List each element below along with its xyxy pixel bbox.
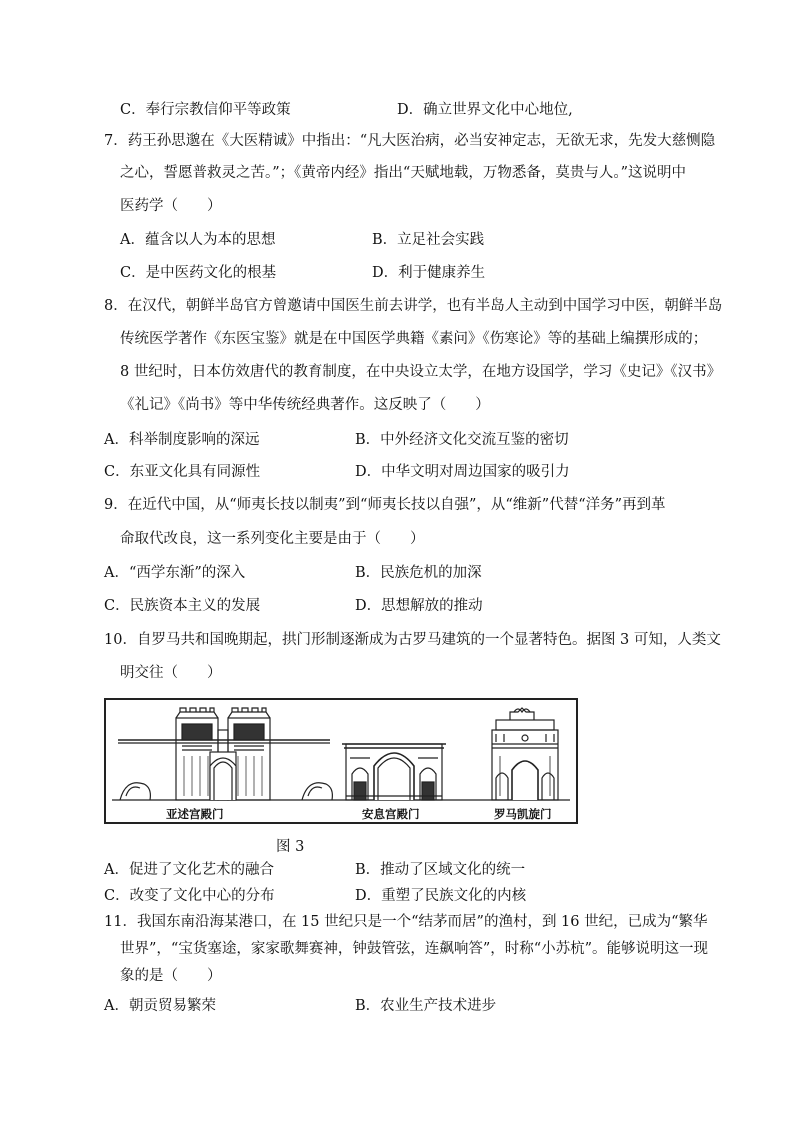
q7-option-b: B．立足社会实践 — [372, 232, 485, 248]
q10-stem-line-2: 明交往（ ） — [120, 665, 222, 681]
q7-option-a: A．蕴含以人为本的思想 — [120, 232, 276, 248]
parthian-gate-drawing — [342, 744, 446, 800]
assyrian-gate-drawing — [118, 708, 332, 800]
q10-option-b: B．推动了区域文化的统一 — [355, 862, 526, 878]
figure-3-gates — [104, 698, 578, 824]
q9-option-a: A．“西学东渐”的深入 — [104, 565, 246, 581]
q9-option-d: D．思想解放的推动 — [355, 598, 483, 614]
gates-illustration — [106, 700, 576, 822]
caption-parthian-gate: 安息宫殿门 — [362, 807, 420, 821]
q6-option-d: D．确立世界文化中心地位, — [397, 102, 573, 118]
q8-option-a: A．科举制度影响的深远 — [104, 432, 260, 448]
q11-option-b: B．农业生产技术进步 — [355, 998, 497, 1014]
q10-option-a: A．促进了文化艺术的融合 — [104, 862, 274, 878]
caption-roman-arch: 罗马凯旋门 — [494, 807, 552, 821]
q8-option-c: C．东亚文化具有同源性 — [104, 464, 261, 480]
q8-stem-line-2: 传统医学著作《东医宝鉴》就是在中国医学典籍《素问》《伤寒论》等的基础上编撰形成的； — [120, 331, 708, 347]
q8-stem-line-1: 8．在汉代，朝鲜半岛官方曾邀请中国医生前去讲学，也有半岛人主动到中国学习中医，朝鲜半岛 — [104, 298, 723, 314]
q10-option-c: C．改变了文化中心的分布 — [104, 888, 275, 904]
q11-option-a: A．朝贡贸易繁荣 — [104, 998, 216, 1014]
q8-stem-line-3: 8 世纪时，日本仿效唐代的教育制度，在中央设立太学，在地方设国学，学习《史记》《汉书》 — [120, 364, 722, 380]
roman-arch-drawing — [492, 708, 558, 800]
q11-stem-line-3: 象的是（ ） — [120, 968, 222, 984]
q11-stem-line-2: 世界”，“宝货塞途，家家歌舞赛神，钟鼓管弦，连飙响答”，时称“小苏杭”。能够说明这一现 — [120, 941, 709, 957]
q8-option-b: B．中外经济文化交流互鉴的密切 — [355, 432, 569, 448]
q7-option-d: D．利于健康养生 — [372, 265, 486, 281]
q9-option-c: C．民族资本主义的发展 — [104, 598, 261, 614]
q7-stem-line-3: 医药学（ ） — [120, 198, 222, 214]
q10-option-d: D．重塑了民族文化的内核 — [355, 888, 527, 904]
caption-assyrian-gate: 亚述宫殿门 — [166, 807, 224, 821]
q8-option-d: D．中华文明对周边国家的吸引力 — [355, 464, 570, 480]
figure-title: 图 3 — [276, 839, 305, 855]
q11-stem-line-1: 11．我国东南沿海某港口，在 15 世纪只是一个“结茅而居”的渔村，到 16 世纪，已成为“繁华 — [104, 914, 708, 930]
q6-option-c: C．奉行宗教信仰平等政策 — [120, 102, 291, 118]
q7-stem-line-2: 之心，誓愿普救灵之苦。”；《黄帝内经》指出“天赋地载，万物悉备，莫贵与人。”这说明中 — [120, 165, 686, 181]
q9-option-b: B．民族危机的加深 — [355, 565, 482, 581]
q9-stem-line-1: 9．在近代中国，从“师夷长技以制夷”到“师夷长技以自强”，从“维新”代替“洋务”再到革 — [104, 497, 666, 513]
q10-stem-line-1: 10．自罗马共和国晚期起，拱门形制逐渐成为古罗马建筑的一个显著特色。据图 3 可知，人类文 — [104, 632, 721, 648]
q7-option-c: C．是中医药文化的根基 — [120, 265, 277, 281]
q8-stem-line-4: 《礼记》《尚书》等中华传统经典著作。这反映了（ ） — [120, 397, 490, 413]
q9-stem-line-2: 命取代改良，这一系列变化主要是由于（ ） — [120, 531, 425, 547]
q7-stem-line-1: 7．药王孙思邈在《大医精诚》中指出：“凡大医治病，必当安神定志，无欲无求，先发大慈恻隐 — [104, 133, 716, 149]
